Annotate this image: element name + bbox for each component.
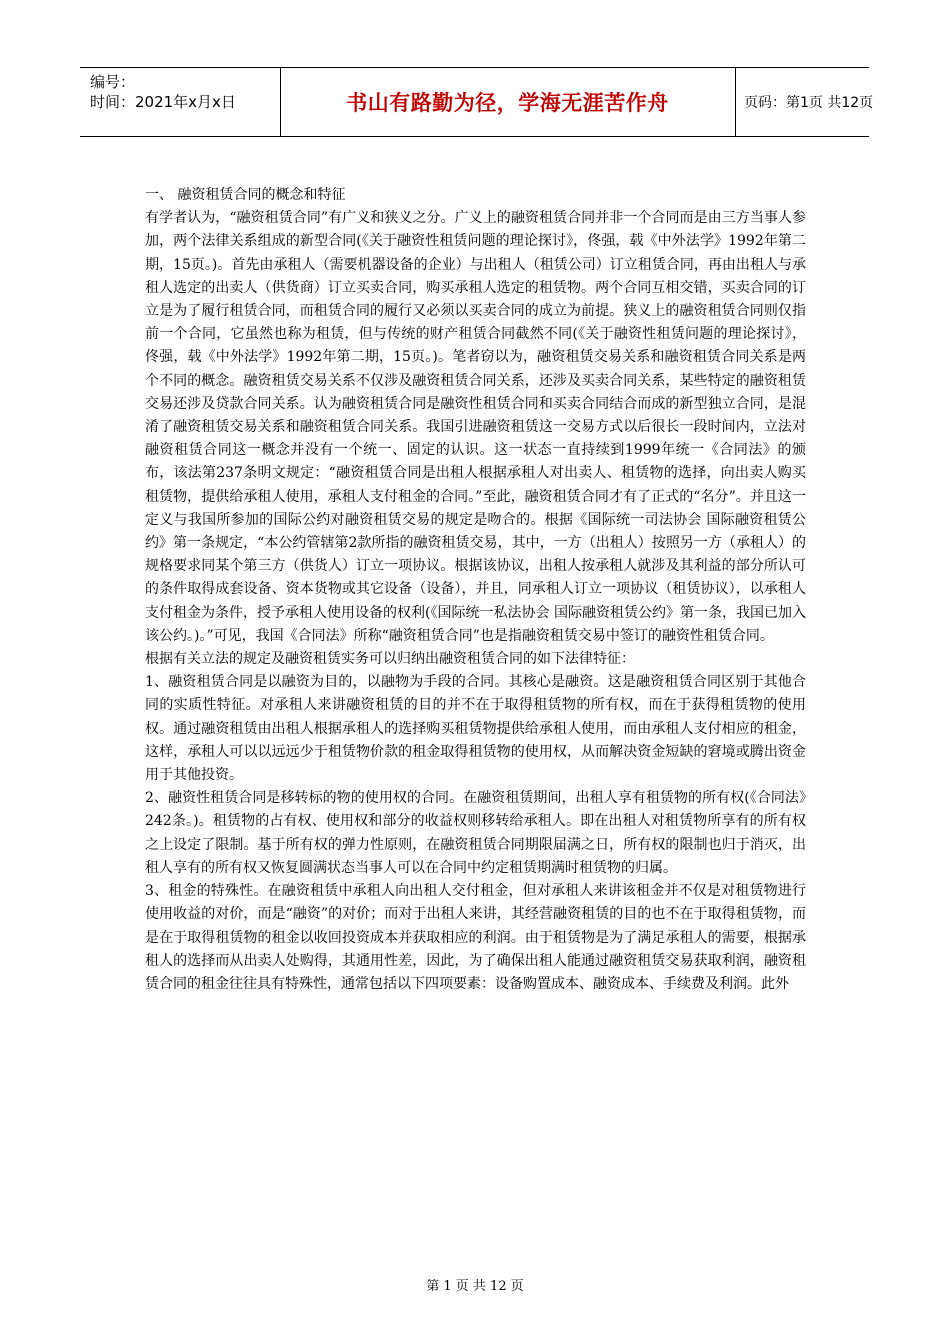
serial-number-label: 编号：	[90, 73, 136, 91]
body-paragraph: 1、融资租赁合同是以融资为目的，以融物为手段的合同。其核心是融资。这是融资租赁合同区别于其他合同的实质性特征。对承租人来讲融资租赁的目的并不在于取得租赁物的所有权，而在于获得租赁物的使用权。通过融资租赁由出租人根据承租人的选择购买租赁物提供给承租人使用，而由承租人支付相应的租金，这样，承租人可以以远远少于租赁物价款的租金取得租赁物的使用权，从而解决资金短缺的窘境或腾出资金用于其他投资。	[145, 674, 806, 784]
body-paragraph: 有学者认为，“融资租赁合同”有广义和狭义之分。广义上的融资租赁合同并非一个合同而是由三方当事人参加，两个法律关系组成的新型合同(《关于融资性租赁问题的理论探讨》，佟强，载《中外法学》1992年第二期，15页。)。首先由承租人（需要机器设备的企业）与出租人（租赁公司）订立租赁合同，再由出租人与承租人选定的出卖人（供货商）订立买卖合同，购买承租人选定的租赁物。两个合同互相交错，买卖合同的订立是为了履行租赁合同，而租赁合同的履行又必须以买卖合同的成立为前提。狭义上的融资租赁合同则仅指前一个合同，它虽然也称为租赁，但与传统的财产租赁合同截然不同(《关于融资性租赁问题的理论探讨》，佟强，载《中外法学》1992年第二期，15页。)。笔者窃以为，融资租赁交易关系和融资租赁合同关系是两个不同的概念。融资租赁交易关系不仅涉及融资租赁合同关系，还涉及买卖合同关系，某些特定的融资租赁交易还涉及贷款合同关系。认为融资租赁合同是融资性租赁合同和买卖合同结合而成的新型独立合同，是混淆了融资租赁交易关系和融资租赁合同关系。我国引进融资租赁这一交易方式以后很长一段时间内，立法对融资租赁合同这一概念并没有一个统一、固定的认识。这一状态一直持续到1999年统一《合同法》的颁布，该法第237条明文规定：“融资租赁合同是出租人根据承租人对出卖人、租赁物的选择，向出卖人购买租赁物，提供给承租人使用，承租人支付租金的合同。”至此，融资租赁合同才有了正式的“名分”。并且这一定义与我国所参加的国际公约对融资租赁交易的规定是吻合的。根据《国际统一司法协会 国际融资租赁公约》第一条规定，“本公约管辖第2款所指的融资租赁交易，其中，一方（出租人）按照另一方（承租人）的规格要求同某个第三方（供货人）订立一项协议。根据该协议，出租人按承租人就涉及其利益的部分所认可的条件取得成套设备、资本货物或其它设备（设备），并且，同承租人订立一项协议（租赁协议），以承租人支付租金为条件，授予承租人使用设备的权利(《国际统一私法协会 国际融资租赁公约》第一条，我国已加入该公约。)。”可见，我国《合同法》所称“融资租赁合同”也是指融资租赁交易中签订的融资性租赁合同。	[145, 210, 806, 644]
document-body	[145, 184, 806, 1234]
date-label: 时间：2021年x月x日	[90, 93, 236, 111]
header-meta	[80, 68, 280, 136]
header-motto-cell	[280, 68, 735, 136]
page-footer	[0, 1275, 950, 1294]
body-paragraph: 根据有关立法的规定及融资租赁实务可以归纳出融资租赁合同的如下法律特征：	[145, 651, 635, 668]
section-heading: 一、 融资租赁合同的概念和特征	[145, 187, 346, 203]
header-page-info	[736, 68, 877, 136]
motto-text: 书山有路勤为径，学海无涯苦作舟	[346, 91, 669, 115]
page-header	[80, 67, 874, 137]
body-paragraph: 2、融资性租赁合同是移转标的物的使用权的合同。在融资租赁期间，出租人享有租赁物的所有权(《合同法》242条。)。租赁物的占有权、使用权和部分的收益权则移转给承租人。即在出租人对租赁物所享有的所有权之上设定了限制。基于所有权的弹力性原则，在融资租赁合同期限届满之日，所有权的限制也归于消灭，出租人享有的所有权又恢复圆满状态当事人可以在合同中约定租赁期满时租赁物的归属。	[145, 790, 806, 876]
body-paragraph: 3、租金的特殊性。在融资租赁中承租人向出租人交付租金，但对承租人来讲该租金并不仅是对租赁物进行使用收益的对价，而是“融资”的对价；而对于出租人来讲，其经营融资租赁的目的也不在于取得租赁物，而是在于取得租赁物的租金以收回投资成本并获取相应的利润。由于租赁物是为了满足承租人的需要，根据承租人的选择而从出卖人处购得，其通用性差，因此，为了确保出租人能通过融资租赁交易获取利润，融资租赁合同的租金往往具有特殊性，通常包括以下四项要素：设备购置成本、融资成本、手续费及利润。此外	[145, 883, 806, 992]
page-info-text: 页码：第1页 共12页	[744, 95, 874, 111]
footer-page-number: 第 1 页 共 12 页	[426, 1279, 524, 1294]
